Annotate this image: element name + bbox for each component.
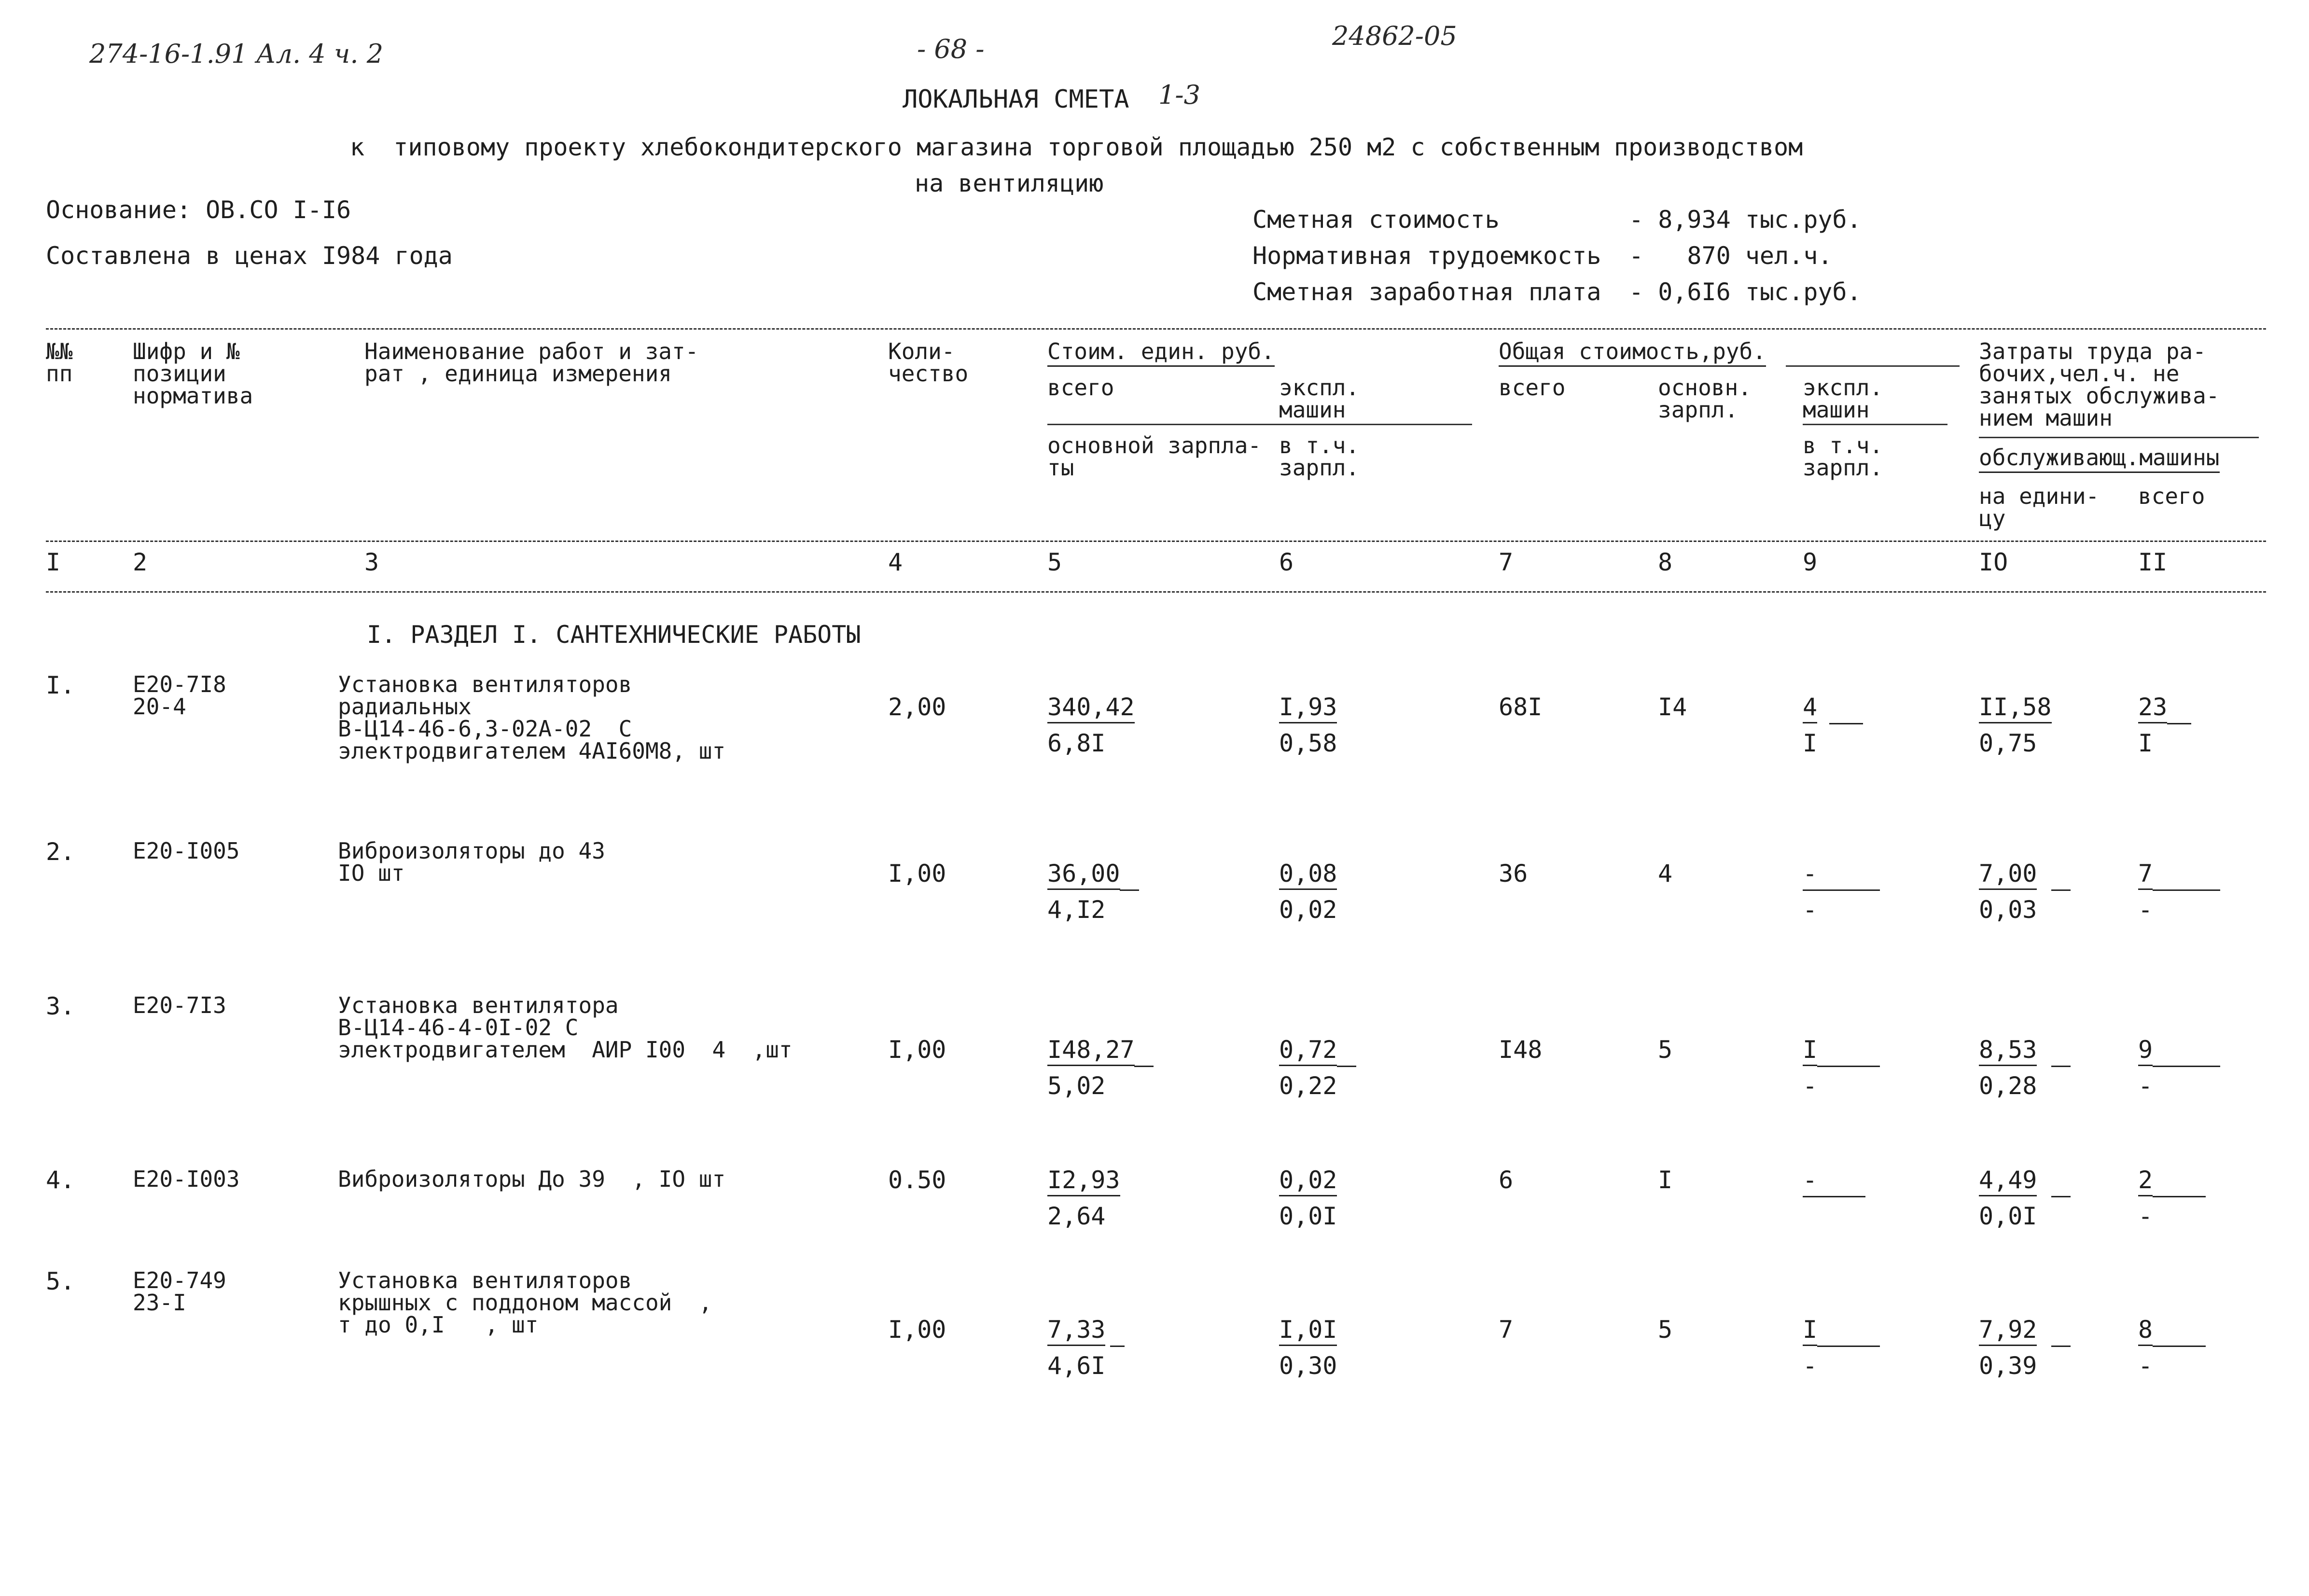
row-unit-wages: 2,64	[1047, 1202, 1106, 1230]
row-number: 3.	[46, 992, 75, 1020]
underline	[1817, 1346, 1880, 1347]
row-labor-total: 9	[2138, 1038, 2153, 1066]
row-number: 4.	[46, 1166, 75, 1194]
row-unit-wages: 6,8I	[1047, 729, 1106, 757]
row-number: I.	[46, 671, 75, 699]
col-header-unit-machines: экспл. машин	[1279, 375, 1360, 423]
row-unit-machine-wages: 0,58	[1279, 729, 1337, 757]
row-service-per-unit: 0,0I	[1979, 1202, 2037, 1230]
underline	[1134, 1066, 1154, 1067]
handwritten-reference: 274-16-1.91 Ал. 4 ч. 2	[89, 39, 384, 69]
row-name: Установка вентиляторов радиальных В-Ц14-46-6,3-02А-02 С электродвигателем 4АI60М8, шт	[338, 671, 726, 764]
title-number: 1-3	[1158, 80, 1200, 110]
underline	[1803, 1196, 1865, 1197]
underline	[2051, 1346, 2071, 1347]
col-header-machine-service: обслуживающ.машины	[1979, 446, 2220, 473]
row-total-machine-wages: -	[1803, 1352, 1818, 1380]
row-total-machine-wages: I	[1803, 729, 1818, 757]
col-header-code: Шифр и № позиции норматива	[133, 338, 253, 409]
row-total-machines: I	[1803, 1038, 1817, 1066]
row-unit-cost: I48,27	[1047, 1038, 1135, 1066]
summary-value: - 870 чел.ч.	[1629, 242, 1833, 270]
section-title: I. РАЗДЕЛ I. САНТЕХНИЧЕСКИЕ РАБОТЫ	[367, 621, 861, 649]
row-quantity: 0.50	[888, 1166, 946, 1194]
header-top-rule	[46, 328, 2266, 330]
row-unit-cost: 7,33	[1047, 1318, 1105, 1346]
row-unit-cost: 36,00	[1047, 861, 1120, 890]
col-number: 4	[888, 548, 903, 576]
col-header-total-machines: экспл. машин	[1803, 375, 1883, 423]
row-code: Е20-I003	[133, 1166, 240, 1192]
col-header-qty: Коли- чество	[888, 338, 969, 387]
header-bottom-rule	[46, 591, 2266, 593]
row-labor-per-unit: 8,53	[1979, 1038, 2037, 1066]
subtitle-line-2: на вентиляцию	[915, 169, 1104, 197]
row-unit-wages: 4,I2	[1047, 896, 1106, 924]
col-number: II	[2138, 548, 2168, 576]
col-header-per-unit: на едини- цу	[1979, 483, 2100, 531]
row-name: Установка вентилятора В-Ц14-46-4-0I-02 С электродвигателем АИР I00 4 ,шт	[338, 992, 793, 1063]
row-unit-wages: 5,02	[1047, 1072, 1106, 1100]
row-quantity: I,00	[888, 1316, 946, 1344]
row-total-machines: -	[1803, 1166, 1818, 1194]
col-header-base-wages: основной зарпла- ты	[1047, 432, 1262, 481]
header-rule	[1047, 424, 1472, 425]
underline	[2153, 1196, 2206, 1197]
row-total-wages: 5	[1658, 1316, 1673, 1344]
summary-label: Нормативная трудоемкость	[1252, 242, 1601, 270]
underline	[1337, 1066, 1356, 1067]
header-mid-rule	[46, 541, 2266, 542]
row-service-per-unit: 0,75	[1979, 729, 2037, 757]
col-header-total-cost: Общая стоимость,руб.	[1499, 340, 1766, 367]
row-name: Установка вентиляторов крышных с поддоном массой , т до 0,I , шт	[338, 1267, 712, 1338]
col-header-unit-total: всего	[1047, 375, 1114, 401]
row-total-machine-wages: -	[1803, 1072, 1818, 1100]
col-number: 9	[1803, 548, 1818, 576]
underline	[2153, 889, 2220, 891]
header-rule	[1786, 365, 1960, 367]
row-total-cost: 6	[1499, 1166, 1514, 1194]
row-total-wages: 4	[1658, 860, 1673, 888]
row-name: Виброизоляторы до 43 IO шт	[338, 838, 605, 886]
col-header-total-all: всего	[1499, 375, 1566, 401]
col-header-all: всего	[2138, 483, 2205, 509]
row-labor-total: 7	[2138, 861, 2153, 890]
row-labor-per-unit: 7,92	[1979, 1318, 2037, 1346]
underline	[2167, 723, 2191, 724]
row-total-cost: I48	[1499, 1036, 1543, 1064]
underline	[1829, 723, 1863, 724]
row-service-total: -	[2138, 1202, 2153, 1230]
row-unit-machines: 0,02	[1279, 1168, 1337, 1196]
underline	[2153, 1066, 2220, 1067]
underline	[2051, 1066, 2071, 1067]
row-total-machines: -	[1803, 860, 1818, 888]
underline	[2051, 889, 2071, 891]
row-number: 2.	[46, 838, 75, 866]
row-name: Виброизоляторы До 39 , IO шт	[338, 1166, 726, 1192]
summary-label: Сметная заработная плата	[1252, 278, 1601, 306]
basis-text: Основание: ОВ.СО I-I6	[46, 196, 351, 224]
underline	[1110, 1346, 1125, 1347]
document-title: ЛОКАЛЬНАЯ СМЕТА	[903, 85, 1129, 114]
summary-value: - 0,6I6 тыс.руб.	[1629, 278, 1862, 306]
row-service-total: -	[2138, 1072, 2153, 1100]
col-number: 3	[364, 548, 379, 576]
summary-label: Сметная стоимость	[1252, 206, 1500, 234]
row-total-machines: 4	[1803, 695, 1817, 723]
row-total-machine-wages: -	[1803, 896, 1818, 924]
row-labor-per-unit: II,58	[1979, 695, 2052, 723]
row-service-total: I	[2138, 729, 2153, 757]
row-labor-total: 8	[2138, 1318, 2153, 1346]
underline	[1803, 889, 1880, 891]
row-service-per-unit: 0,28	[1979, 1072, 2037, 1100]
col-number: I	[46, 548, 61, 576]
page-number: - 68 -	[917, 34, 985, 64]
row-quantity: I,00	[888, 1036, 946, 1064]
row-unit-machines: 0,72	[1279, 1038, 1337, 1066]
row-total-wages: I4	[1658, 693, 1687, 721]
row-unit-machine-wages: 0,30	[1279, 1352, 1337, 1380]
row-labor-total: 2	[2138, 1168, 2153, 1196]
row-total-wages: 5	[1658, 1036, 1673, 1064]
row-total-cost: 68I	[1499, 693, 1543, 721]
col-header-unit-cost: Стоим. един. руб.	[1047, 340, 1275, 367]
row-unit-machine-wages: 0,02	[1279, 896, 1337, 924]
header-rule	[1803, 424, 1947, 425]
row-labor-per-unit: 7,00	[1979, 861, 2037, 890]
col-header-name: Наименование работ и зат- рат , единица измерения	[364, 338, 699, 387]
row-code: Е20-I005	[133, 838, 240, 864]
underline	[2153, 1346, 2206, 1347]
row-labor-total: 23	[2138, 695, 2167, 723]
row-total-cost: 36	[1499, 860, 1528, 888]
underline	[1120, 889, 1139, 891]
col-number: 8	[1658, 548, 1673, 576]
col-header-num: №№ пп	[46, 338, 73, 387]
summary-value: - 8,934 тыс.руб.	[1629, 206, 1862, 234]
underline	[2051, 1196, 2071, 1197]
row-service-per-unit: 0,03	[1979, 896, 2037, 924]
header-rule	[1979, 437, 2259, 438]
row-code: Е20-749 23-I	[133, 1267, 226, 1316]
row-unit-machine-wages: 0,22	[1279, 1072, 1337, 1100]
underline	[1817, 1066, 1880, 1067]
row-code: Е20-7I3	[133, 992, 226, 1018]
row-unit-machines: I,0I	[1279, 1318, 1337, 1346]
col-number: IO	[1979, 548, 2008, 576]
row-service-total: -	[2138, 1352, 2153, 1380]
row-unit-machines: 0,08	[1279, 861, 1337, 890]
subtitle-line-1: к типовому проекту хлебокондитерского магазина торговой площадью 250 м2 с собственным производством	[350, 133, 1803, 161]
handwritten-code: 24862-05	[1332, 21, 1457, 51]
col-number: 7	[1499, 548, 1514, 576]
col-header-labor: Затраты труда ра- бочих,чел.ч. не занятых обслужива- нием машин	[1979, 338, 2220, 431]
row-total-wages: I	[1658, 1166, 1673, 1194]
row-code: Е20-7I8 20-4	[133, 671, 226, 720]
col-header-incl-wages: в т.ч. зарпл.	[1279, 432, 1360, 481]
row-total-machines: I	[1803, 1318, 1817, 1346]
prices-text: Составлена в ценах I984 года	[46, 242, 453, 270]
row-quantity: I,00	[888, 860, 946, 888]
col-header-incl-wages-2: в т.ч. зарпл.	[1803, 432, 1883, 481]
row-labor-per-unit: 4,49	[1979, 1168, 2037, 1196]
row-unit-wages: 4,6I	[1047, 1352, 1106, 1380]
col-number: 2	[133, 548, 148, 576]
col-header-total-wages: основн. зарпл.	[1658, 375, 1752, 423]
row-unit-cost: I2,93	[1047, 1168, 1120, 1196]
col-number: 6	[1279, 548, 1294, 576]
row-service-total: -	[2138, 896, 2153, 924]
row-total-cost: 7	[1499, 1316, 1514, 1344]
col-number: 5	[1047, 548, 1062, 576]
row-number: 5.	[46, 1267, 75, 1295]
row-unit-cost: 340,42	[1047, 695, 1135, 723]
row-service-per-unit: 0,39	[1979, 1352, 2037, 1380]
row-unit-machines: I,93	[1279, 695, 1337, 723]
row-quantity: 2,00	[888, 693, 946, 721]
row-unit-machine-wages: 0,0I	[1279, 1202, 1337, 1230]
